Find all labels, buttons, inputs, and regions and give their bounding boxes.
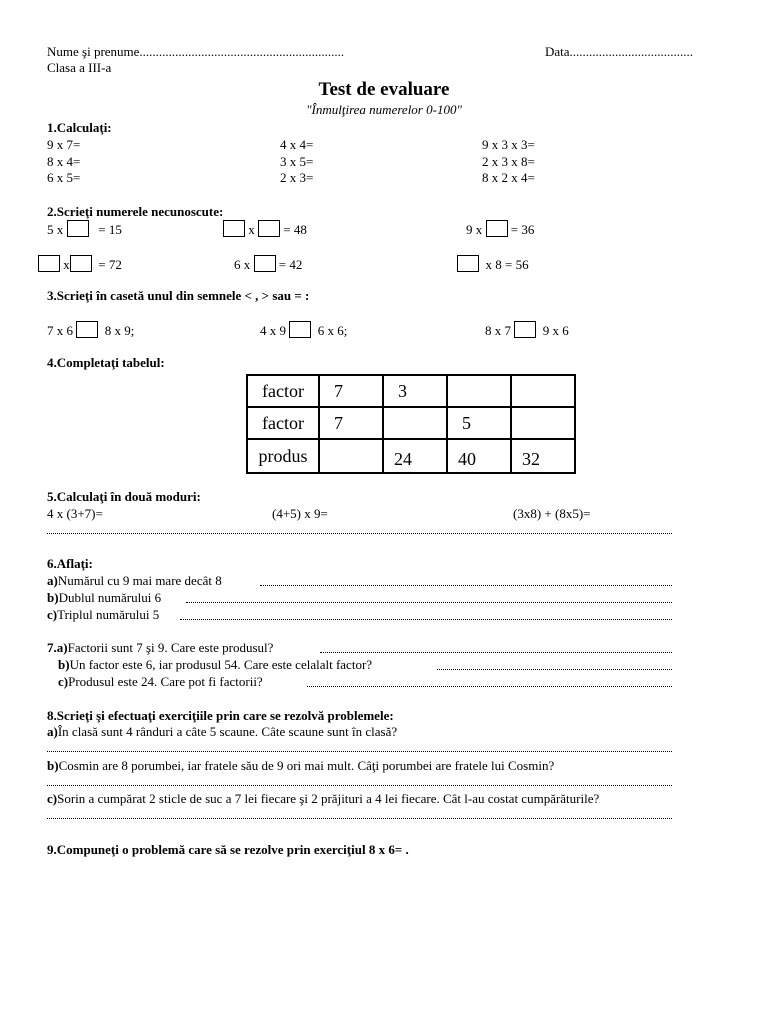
answer-box[interactable] <box>70 255 92 272</box>
item-label: c) <box>58 674 69 689</box>
ex3-item-b <box>260 321 347 339</box>
answer-box[interactable] <box>258 220 280 237</box>
item-label: b) <box>47 758 59 773</box>
item-label: a) <box>47 573 58 588</box>
ex2-text: 5 x <box>47 222 64 237</box>
page-subtitle: "Înmulţirea numerelor 0-100" <box>306 102 462 117</box>
name-field[interactable] <box>47 44 344 60</box>
item-label: c) <box>47 791 58 806</box>
ex3-text: 7 x 6 <box>47 323 73 338</box>
ex3-heading: 3.Scrieţi în casetă unul din semnele < , > sau = : <box>47 288 310 303</box>
answer-line[interactable] <box>260 585 672 586</box>
ex8-item-c <box>47 791 599 807</box>
ex2-row1a <box>47 220 122 238</box>
ex3-text: 6 x 6; <box>317 323 348 338</box>
table-cell[interactable]: 24 <box>383 439 447 473</box>
table-cell[interactable]: 7 <box>319 407 383 439</box>
ex2-row2c <box>457 255 529 273</box>
ex1-item: 9 x 7= <box>47 137 81 152</box>
ex5-heading: 5.Calculaţi în două moduri: <box>47 489 201 504</box>
table-cell[interactable] <box>447 375 511 407</box>
ex2-text: 9 x <box>466 222 483 237</box>
ex1-heading: 1.Calculaţi: <box>47 120 112 135</box>
ex2-row2a <box>38 255 122 273</box>
answer-box[interactable] <box>486 220 508 237</box>
ex6-item-b <box>47 590 161 606</box>
answer-line[interactable] <box>307 686 672 687</box>
item-text: Dublul numărului 6 <box>58 590 162 605</box>
item-label: a) <box>56 640 68 655</box>
answer-box[interactable] <box>76 321 98 338</box>
table-cell[interactable]: 3 <box>383 375 447 407</box>
item-text: Triplul numărului 5 <box>57 607 160 622</box>
answer-line[interactable] <box>437 669 672 670</box>
ex3-text: 8 x 9; <box>104 323 135 338</box>
ex2-text: x <box>63 257 70 272</box>
ex3-text: 4 x 9 <box>260 323 286 338</box>
factor-table <box>246 374 576 474</box>
ex2-row1c <box>466 220 534 238</box>
table-cell[interactable] <box>383 407 447 439</box>
ex5-item-a: 4 x (3+7)= <box>47 506 103 521</box>
date-field[interactable] <box>545 44 693 60</box>
ex3-text: 8 x 7 <box>485 323 511 338</box>
row-label: factor <box>247 375 319 407</box>
answer-line[interactable] <box>180 619 672 620</box>
answer-line[interactable] <box>47 533 672 534</box>
ex5-item-b: (4+5) x 9= <box>272 506 328 521</box>
ex5-item-c: (3x8) + (8x5)= <box>513 506 591 521</box>
ex2-text: = 15 <box>98 222 122 237</box>
row-label: factor <box>247 407 319 439</box>
ex4-heading: 4.Completaţi tabelul: <box>47 355 165 370</box>
answer-box[interactable] <box>457 255 479 272</box>
ex3-item-a <box>47 321 134 339</box>
name-label: Nume şi prenume <box>47 44 140 59</box>
item-label: b) <box>58 657 70 672</box>
table-cell[interactable] <box>511 407 575 439</box>
ex6-item-c <box>47 607 159 623</box>
item-label: b) <box>47 590 59 605</box>
item-text: Numărul cu 9 mai mare decât 8 <box>57 573 222 588</box>
item-text: Produsul este 24. Care pot fi factorii? <box>68 674 263 689</box>
answer-box[interactable] <box>254 255 276 272</box>
ex8-item-a <box>47 724 397 740</box>
answer-line[interactable] <box>47 785 672 786</box>
date-label: Data <box>545 44 570 59</box>
ex1-item: 8 x 4= <box>47 153 81 169</box>
answer-line[interactable] <box>47 751 672 752</box>
ex6-heading: 6.Aflaţi: <box>47 556 93 571</box>
ex9-heading: 9.Compuneţi o problemă care să se rezolve prin exerciţiul 8 x 6= . <box>47 842 409 857</box>
date-dots: ...................................... <box>569 44 694 59</box>
item-label: c) <box>47 607 58 622</box>
answer-box[interactable] <box>289 321 311 338</box>
name-dots: ............................................................... <box>139 44 345 59</box>
page-title: Test de evaluare <box>318 79 450 100</box>
table-row <box>247 407 575 439</box>
item-text: Factorii sunt 7 şi 9. Care este produsul? <box>67 640 274 655</box>
ex1-item: 9 x 3 x 3= <box>482 137 535 152</box>
ex2-text: = 72 <box>98 257 122 272</box>
answer-line[interactable] <box>186 602 672 603</box>
ex3-item-c <box>485 321 569 339</box>
table-cell[interactable]: 32 <box>511 439 575 473</box>
ex2-heading: 2.Scrieţi numerele necunoscute: <box>47 204 224 219</box>
row-label: produs <box>247 439 319 473</box>
table-cell[interactable] <box>319 439 383 473</box>
table-row <box>247 439 575 473</box>
ex1-item: 4 x 4= <box>280 137 314 152</box>
ex7-item-c <box>58 674 263 690</box>
ex2-text: = 48 <box>283 222 307 237</box>
item-text: Sorin a cumpărat 2 sticle de suc a 7 lei fiecare şi 2 prăjituri a 4 lei fiecare. Cât l-au costat cumpărăturile? <box>57 791 600 806</box>
answer-box[interactable] <box>38 255 60 272</box>
ex2-text: x 8 = 56 <box>485 257 529 272</box>
table-cell[interactable] <box>511 375 575 407</box>
class-label: Clasa a III-a <box>47 60 112 75</box>
ex1-col1 <box>47 137 80 187</box>
ex1-col3 <box>482 137 535 187</box>
answer-box[interactable] <box>223 220 245 237</box>
ex2-row1b <box>223 220 307 238</box>
ex2-text: 6 x <box>234 257 251 272</box>
item-text: În clasă sunt 4 rânduri a câte 5 scaune. Câte scaune sunt în clasă? <box>57 724 398 739</box>
ex3-text: 9 x 6 <box>542 323 569 338</box>
ex1-item: 2 x 3= <box>280 170 314 185</box>
table-row <box>247 375 575 407</box>
answer-box[interactable] <box>67 220 89 237</box>
ex1-item: 8 x 2 x 4= <box>482 170 535 185</box>
ex1-col2 <box>280 137 313 187</box>
table-cell[interactable]: 7 <box>319 375 383 407</box>
table-cell[interactable]: 40 <box>447 439 511 473</box>
ex1-item: 6 x 5= <box>47 170 81 185</box>
ex2-text: = 42 <box>278 257 303 272</box>
ex7-item-b <box>58 657 372 673</box>
ex6-item-a <box>47 573 222 589</box>
answer-line[interactable] <box>47 818 672 819</box>
item-label: 7. <box>47 640 57 655</box>
answer-line[interactable] <box>320 652 672 653</box>
ex2-text: = 36 <box>510 222 535 237</box>
answer-box[interactable] <box>514 321 536 338</box>
ex2-row2b <box>234 255 302 273</box>
item-text: Un factor este 6, iar produsul 54. Care este celalalt factor? <box>69 657 373 672</box>
ex1-item: 2 x 3 x 8= <box>482 153 535 169</box>
ex8-heading: 8.Scrieţi şi efectuaţi exerciţiile prin care se rezolvă problemele: <box>47 708 394 723</box>
ex7-item-a <box>47 640 273 656</box>
table-cell[interactable]: 5 <box>447 407 511 439</box>
ex2-text: x <box>248 222 255 237</box>
ex8-item-b <box>47 758 554 774</box>
item-label: a) <box>47 724 58 739</box>
item-text: Cosmin are 8 porumbei, iar fratele său de 9 ori mai mult. Câţi porumbei are fratele lui Cosmin? <box>58 758 555 773</box>
ex1-item: 3 x 5= <box>280 153 314 169</box>
